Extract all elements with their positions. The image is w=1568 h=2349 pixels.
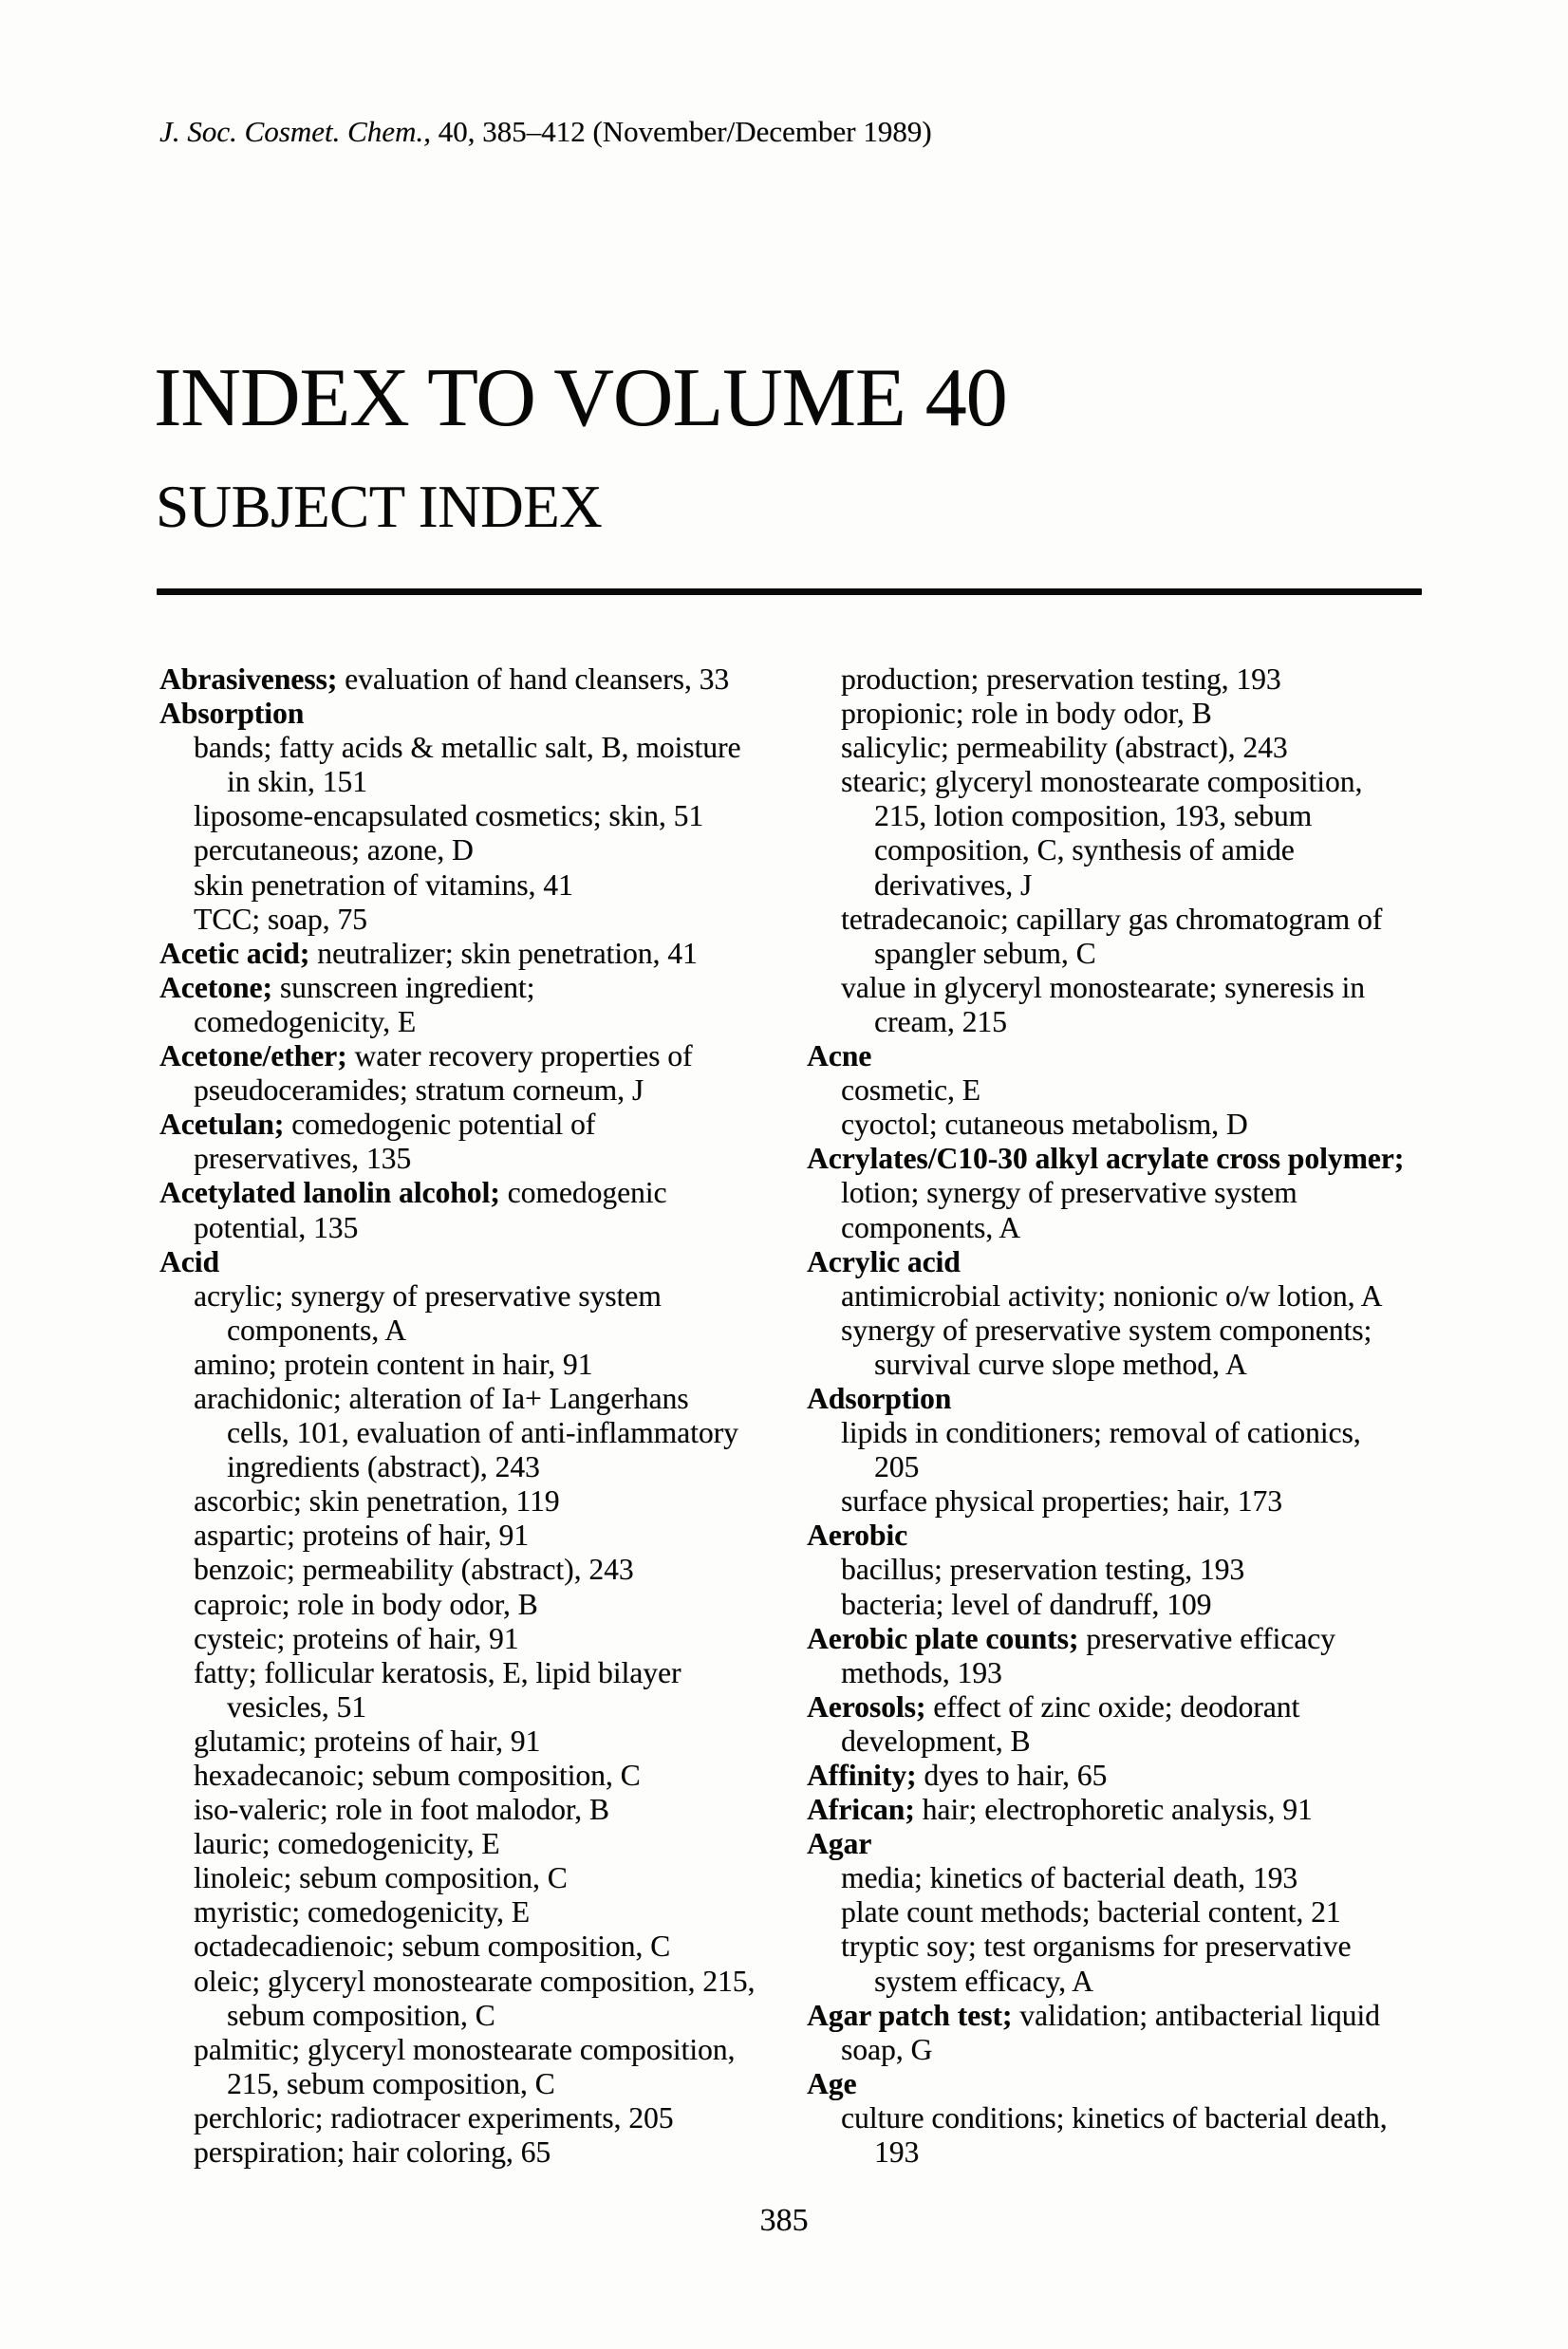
- page-title: INDEX TO VOLUME 40: [154, 352, 1007, 444]
- index-entry-text: benzoic; permeability (abstract), 243: [194, 1553, 634, 1587]
- index-line: [807, 1553, 1433, 1587]
- index-headword: Acetulan;: [159, 1108, 285, 1142]
- index-line: [159, 1279, 786, 1314]
- index-entry-text: synergy of preservative system components;: [841, 1313, 1372, 1347]
- index-entry-text: survival curve slope method, A: [874, 1347, 1247, 1381]
- index-line: [807, 697, 1433, 731]
- index-headword: Agar: [807, 1827, 872, 1861]
- index-line: [807, 1999, 1433, 2033]
- index-column-left: [159, 662, 786, 2170]
- index-entry-text: hexadecanoic; sebum composition, C: [194, 1759, 641, 1792]
- index-line: [159, 1793, 786, 1827]
- index-entry-text: bacteria; level of dandruff, 109: [841, 1587, 1212, 1621]
- index-line: [807, 1656, 1433, 1690]
- index-entry-text: acrylic; synergy of preservative system: [194, 1278, 662, 1313]
- index-line: [807, 799, 1433, 833]
- index-headword: Acrylates/C10-30 alkyl acrylate cross polymer;: [807, 1142, 1405, 1176]
- index-line: [159, 1965, 786, 1999]
- index-entry-text: TCC; soap, 75: [194, 902, 367, 936]
- index-line: [807, 1005, 1433, 1039]
- index-line: [807, 1314, 1433, 1348]
- index-line: [807, 1724, 1433, 1759]
- index-headword: Acrylic acid: [807, 1244, 961, 1278]
- index-line: [159, 1724, 786, 1759]
- index-entry-text: value in glyceryl monostearate; syneresis in: [841, 970, 1365, 1004]
- index-entry-text: comedogenicity, E: [194, 1004, 417, 1038]
- index-line: [807, 2101, 1433, 2135]
- index-headword: Acne: [807, 1039, 872, 1073]
- index-entry-text: methods, 193: [841, 1655, 1002, 1689]
- index-entry-text: aspartic; proteins of hair, 91: [194, 1519, 530, 1553]
- index-line: [807, 937, 1433, 971]
- index-headword: Adsorption: [807, 1381, 952, 1415]
- index-line: [807, 1622, 1433, 1656]
- index-line: [159, 1553, 786, 1587]
- index-line: [159, 1930, 786, 1964]
- index-line: [159, 1484, 786, 1519]
- index-line: [807, 1073, 1433, 1108]
- index-entry-text: cysteic; proteins of hair, 91: [194, 1621, 519, 1655]
- index-entry-text: media; kinetics of bacterial death, 193: [841, 1861, 1298, 1895]
- index-line: [159, 1861, 786, 1895]
- index-entry-text: glutamic; proteins of hair, 91: [194, 1724, 541, 1758]
- index-entry-text: sebum composition, C: [227, 1998, 495, 2032]
- index-line: [159, 833, 786, 867]
- index-entry-text: cells, 101, evaluation of anti-inflammatory: [227, 1416, 738, 1450]
- index-line: [159, 2101, 786, 2135]
- index-entry-text: preservatives, 135: [194, 1142, 412, 1176]
- journal-name: J. Soc. Cosmet. Chem.,: [159, 115, 439, 148]
- index-entry-text: lipids in conditioners; removal of cationics,: [841, 1416, 1361, 1450]
- index-line: [159, 1656, 786, 1690]
- index-entry-text: preservative efficacy: [1078, 1621, 1335, 1655]
- index-entry-text: in skin, 151: [227, 765, 367, 799]
- index-entry-text: fatty; follicular keratosis, E, lipid bilayer: [194, 1655, 681, 1689]
- index-line: [159, 1142, 786, 1176]
- index-entry-text: bacillus; preservation testing, 193: [841, 1553, 1245, 1587]
- index-entry-text: salicylic; permeability (abstract), 243: [841, 731, 1288, 765]
- index-entry-text: linoleic; sebum composition, C: [194, 1861, 568, 1895]
- index-line: [159, 937, 786, 971]
- index-headword: Acetone/ether;: [159, 1039, 347, 1073]
- index-entry-text: skin penetration of vitamins, 41: [194, 867, 573, 902]
- index-headword: Affinity;: [807, 1759, 917, 1792]
- index-line: [159, 799, 786, 833]
- index-line: [159, 765, 786, 799]
- index-entry-text: 215, sebum composition, C: [227, 2066, 555, 2100]
- index-line: [159, 1416, 786, 1450]
- journal-citation: [159, 113, 932, 151]
- index-line: [807, 1895, 1433, 1930]
- index-line: [807, 1450, 1433, 1484]
- index-line: [807, 1211, 1433, 1245]
- index-line: [807, 1930, 1433, 1964]
- index-line: [159, 731, 786, 765]
- index-line: [807, 2033, 1433, 2067]
- index-line: [159, 868, 786, 903]
- index-line: [807, 1108, 1433, 1142]
- index-entry-text: sunscreen ingredient;: [271, 970, 535, 1004]
- index-entry-text: lauric; comedogenicity, E: [194, 1827, 500, 1861]
- index-line: [807, 971, 1433, 1005]
- index-entry-text: culture conditions; kinetics of bacterial death,: [841, 2100, 1388, 2135]
- index-entry-text: components, A: [841, 1210, 1020, 1244]
- index-line: [159, 1176, 786, 1210]
- index-entry-text: evaluation of hand cleansers, 33: [337, 662, 730, 696]
- index-headword: Absorption: [159, 697, 305, 731]
- index-headword: African;: [807, 1793, 915, 1827]
- index-line: [159, 2135, 786, 2170]
- index-line: [807, 1416, 1433, 1450]
- index-line: [159, 1827, 786, 1861]
- index-entry-text: amino; protein content in hair, 91: [194, 1347, 593, 1381]
- index-line: [807, 1759, 1433, 1793]
- index-column-right: [807, 662, 1433, 2170]
- index-entry-text: hair; electrophoretic analysis, 91: [914, 1793, 1313, 1827]
- index-headword: Abrasiveness;: [159, 662, 338, 696]
- index-entry-text: development, B: [841, 1724, 1031, 1758]
- index-line: [159, 1895, 786, 1930]
- index-line: [159, 1622, 786, 1656]
- index-entry-text: percutaneous; azone, D: [194, 833, 474, 867]
- index-entry-text: derivatives, J: [874, 867, 1033, 902]
- page-number: 385: [759, 2203, 809, 2238]
- index-entry-text: stearic; glyceryl monostearate composition,: [841, 765, 1363, 799]
- index-entry-text: water recovery properties of: [346, 1039, 693, 1073]
- index-entry-text: plate count methods; bacterial content, 21: [841, 1895, 1341, 1930]
- index-entry-text: tryptic soy; test organisms for preservative: [841, 1930, 1352, 1964]
- index-line: [159, 1039, 786, 1073]
- index-headword: Aerobic: [807, 1519, 908, 1553]
- index-line: [159, 903, 786, 937]
- index-line: [159, 697, 786, 731]
- journal-volume-pages: 40, 385–412 (November/December 1989): [438, 115, 932, 148]
- index-line: [807, 2067, 1433, 2101]
- index-entry-text: comedogenic: [499, 1176, 667, 1210]
- index-headword: Acetylated lanolin alcohol;: [159, 1176, 500, 1210]
- index-entry-text: pseudoceramides; stratum corneum, J: [194, 1073, 644, 1108]
- index-line: [807, 833, 1433, 867]
- horizontal-rule: [157, 588, 1422, 595]
- index-entry-text: propionic; role in body odor, B: [841, 697, 1212, 731]
- index-line: [807, 1348, 1433, 1382]
- index-line: [159, 1382, 786, 1416]
- index-line: [159, 1211, 786, 1245]
- index-headword: Aerobic plate counts;: [807, 1621, 1079, 1655]
- index-entry-text: perchloric; radiotracer experiments, 205: [194, 2100, 674, 2135]
- index-entry-text: components, A: [227, 1313, 406, 1347]
- index-line: [807, 1588, 1433, 1622]
- index-headword: Age: [807, 2066, 857, 2100]
- index-line: [807, 1965, 1433, 1999]
- index-line: [159, 2033, 786, 2067]
- index-line: [807, 1382, 1433, 1416]
- index-line: [159, 1759, 786, 1793]
- index-entry-text: potential, 135: [194, 1210, 359, 1244]
- index-line: [807, 1176, 1433, 1210]
- index-entry-text: soap, G: [841, 2032, 933, 2066]
- index-line: [159, 1588, 786, 1622]
- index-entry-text: perspiration; hair coloring, 65: [194, 2135, 551, 2170]
- index-line: [159, 1073, 786, 1108]
- index-line: [807, 1279, 1433, 1314]
- index-entry-text: arachidonic; alteration of Ia+ Langerhans: [194, 1381, 689, 1415]
- index-line: [159, 1245, 786, 1279]
- index-entry-text: bands; fatty acids & metallic salt, B, moisture: [194, 731, 741, 765]
- index-entry-text: composition, C, synthesis of amide: [874, 833, 1295, 867]
- index-line: [159, 1519, 786, 1553]
- index-line: [807, 1039, 1433, 1073]
- index-entry-text: system efficacy, A: [874, 1964, 1093, 1998]
- index-line: [807, 1245, 1433, 1279]
- index-line: [807, 1827, 1433, 1861]
- index-entry-text: comedogenic potential of: [284, 1108, 596, 1142]
- index-entry-text: tetradecanoic; capillary gas chromatogram of: [841, 902, 1383, 936]
- index-entry-text: lotion; synergy of preservative system: [841, 1176, 1297, 1210]
- index-entry-text: iso-valeric; role in foot malodor, B: [194, 1793, 609, 1827]
- index-entry-text: oleic; glyceryl monostearate composition, 215,: [194, 1964, 756, 1998]
- section-title: SUBJECT INDEX: [156, 474, 603, 540]
- index-line: [807, 2135, 1433, 2170]
- index-line: [807, 1519, 1433, 1553]
- index-entry-text: antimicrobial activity; nonionic o/w lotion, A: [841, 1278, 1383, 1313]
- index-entry-text: spangler sebum, C: [874, 936, 1096, 970]
- index-line: [807, 1690, 1433, 1724]
- index-entry-text: dyes to hair, 65: [916, 1759, 1108, 1792]
- index-headword: Acetic acid;: [159, 936, 310, 970]
- index-line: [159, 1348, 786, 1382]
- index-line: [159, 1005, 786, 1039]
- index-line: [807, 868, 1433, 903]
- index-entry-text: caproic; role in body odor, B: [194, 1587, 538, 1621]
- index-entry-text: surface physical properties; hair, 173: [841, 1484, 1282, 1519]
- index-entry-text: myristic; comedogenicity, E: [194, 1895, 530, 1930]
- index-line: [807, 731, 1433, 765]
- index-entry-text: ingredients (abstract), 243: [227, 1450, 540, 1484]
- index-entry-text: cosmetic, E: [841, 1073, 980, 1108]
- index-entry-text: liposome-encapsulated cosmetics; skin, 51: [194, 799, 704, 833]
- index-line: [159, 662, 786, 697]
- index-entry-text: effect of zinc oxide; deodorant: [925, 1689, 1300, 1724]
- index-line: [807, 662, 1433, 697]
- index-line: [807, 765, 1433, 799]
- index-line: [807, 1142, 1433, 1176]
- index-line: [159, 1450, 786, 1484]
- index-headword: Acetone;: [159, 970, 272, 1004]
- index-entry-text: validation; antibacterial liquid: [1012, 1998, 1380, 2032]
- index-entry-text: palmitic; glyceryl monostearate composition,: [194, 2032, 736, 2066]
- index-entry-text: octadecadienoic; sebum composition, C: [194, 1930, 671, 1964]
- index-line: [159, 2067, 786, 2101]
- index-line: [807, 903, 1433, 937]
- index-line: [159, 1108, 786, 1142]
- index-line: [159, 1690, 786, 1724]
- index-entry-text: cream, 215: [874, 1004, 1007, 1038]
- index-entry-text: vesicles, 51: [227, 1689, 366, 1724]
- index-headword: Acid: [159, 1244, 219, 1278]
- index-entry-text: 215, lotion composition, 193, sebum: [874, 799, 1313, 833]
- index-headword: Aerosols;: [807, 1689, 926, 1724]
- index-line: [159, 1999, 786, 2033]
- index-entry-text: 205: [874, 1450, 920, 1484]
- index-line: [807, 1484, 1433, 1519]
- index-line: [807, 1861, 1433, 1895]
- index-entry-text: neutralizer; skin penetration, 41: [309, 936, 698, 970]
- index-entry-text: production; preservation testing, 193: [841, 662, 1281, 696]
- index-entry-text: cyoctol; cutaneous metabolism, D: [841, 1108, 1248, 1142]
- index-line: [159, 971, 786, 1005]
- index-line: [159, 1314, 786, 1348]
- index-headword: Agar patch test;: [807, 1998, 1013, 2032]
- index-entry-text: ascorbic; skin penetration, 119: [194, 1484, 560, 1519]
- index-entry-text: 193: [874, 2135, 920, 2170]
- index-line: [807, 1793, 1433, 1827]
